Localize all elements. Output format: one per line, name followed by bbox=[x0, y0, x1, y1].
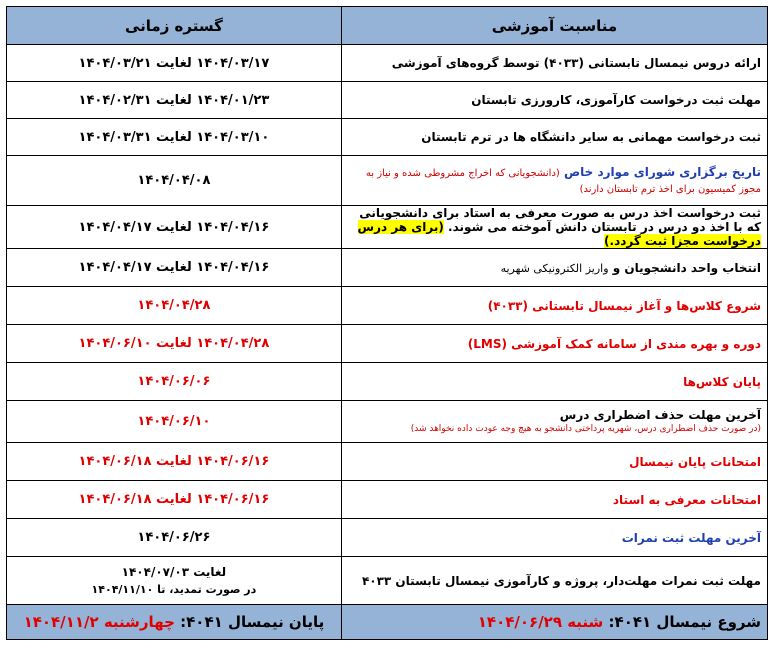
event-cell bbox=[341, 401, 767, 443]
semester-start-date: شنبه ۱۴۰۴/۰۶/۲۹ bbox=[477, 613, 604, 631]
table-row bbox=[7, 325, 768, 363]
header-range: گستره زمانی bbox=[7, 7, 342, 45]
range-cell: ۱۴۰۴/۰۴/۲۸ لغایت ۱۴۰۴/۰۶/۱۰ bbox=[7, 325, 342, 363]
table-row bbox=[7, 156, 768, 206]
semester-start-label: شروع نیمسال ۴۰۴۱: bbox=[608, 613, 761, 631]
event-cell: امتحانات پایان نیمسال bbox=[341, 443, 767, 481]
event-rest: واریز الکترونیکی شهریه bbox=[500, 261, 609, 275]
range-cell: ۱۴۰۴/۰۳/۱۰ لغایت ۱۴۰۴/۰۳/۳۱ bbox=[7, 119, 342, 156]
event-cell: امتحانات معرفی به استاد bbox=[341, 481, 767, 519]
range-cell: ۱۴۰۴/۰۶/۲۶ bbox=[7, 519, 342, 557]
event-title: تاریخ برگزاری شورای موارد خاص bbox=[564, 164, 761, 179]
event-cell bbox=[341, 156, 767, 206]
header-row bbox=[7, 7, 768, 45]
event-cell bbox=[341, 249, 767, 287]
table-row bbox=[7, 82, 768, 119]
footer-row bbox=[7, 605, 768, 640]
range-cell: ۱۴۰۴/۰۴/۱۶ لغایت ۱۴۰۴/۰۴/۱۷ bbox=[7, 249, 342, 287]
range-cell: ۱۴۰۴/۰۶/۱۰ bbox=[7, 401, 342, 443]
event-cell: پایان کلاس‌ها bbox=[341, 363, 767, 401]
event-note: (دانشجویانی که اخراج مشروطی شده و نیاز به مجوز کمیسیون برای اخذ ترم تابستان دارند) bbox=[365, 167, 761, 195]
table-row bbox=[7, 287, 768, 325]
table-row bbox=[7, 119, 768, 156]
event-cell: دوره و بهره مندی از سامانه کمک آموزشی (LMS) bbox=[341, 325, 767, 363]
event-note: (در صورت حذف اضطراری درس، شهریه پرداختی دانشجو به هیچ وجه عودت داده نخواهد شد) bbox=[410, 423, 761, 434]
event-cell: ارائه دروس نیمسال تابستانی (۴۰۳۳) توسط گروه‌های آموزشی bbox=[341, 45, 767, 82]
range-cell: ۱۴۰۴/۰۴/۰۸ bbox=[7, 156, 342, 206]
event-title: آخرین مهلت حذف اضطراری درس bbox=[559, 407, 761, 422]
semester-end-label: پایان نیمسال ۴۰۴۱: bbox=[180, 613, 325, 631]
table-row bbox=[7, 519, 768, 557]
event-cell: آخرین مهلت ثبت نمرات bbox=[341, 519, 767, 557]
table-row bbox=[7, 401, 768, 443]
table-row bbox=[7, 557, 768, 605]
range-line-1: لغایت ۱۴۰۴/۰۷/۰۳ bbox=[121, 564, 227, 579]
range-cell bbox=[7, 557, 342, 605]
range-cell: ۱۴۰۴/۰۳/۱۷ لغایت ۱۴۰۴/۰۳/۲۱ bbox=[7, 45, 342, 82]
event-cell bbox=[341, 206, 767, 249]
table-row bbox=[7, 249, 768, 287]
range-cell: ۱۴۰۴/۰۴/۱۶ لغایت ۱۴۰۴/۰۴/۱۷ bbox=[7, 206, 342, 249]
range-cell: ۱۴۰۴/۰۴/۲۸ bbox=[7, 287, 342, 325]
event-cell: ثبت درخواست مهمانی به سایر دانشگاه ها در ترم تابستان bbox=[341, 119, 767, 156]
header-event: مناسبت آموزشی bbox=[341, 7, 767, 45]
range-cell: ۱۴۰۴/۰۱/۲۳ لغایت ۱۴۰۴/۰۲/۳۱ bbox=[7, 82, 342, 119]
range-line-2: در صورت تمدید، تا ۱۴۰۴/۱۱/۱۰ bbox=[91, 582, 257, 596]
event-cell: مهلت ثبت نمرات مهلت‌دار، پروژه و کارآموزی نیمسال تابستان ۴۰۳۳ bbox=[341, 557, 767, 605]
calendar-table bbox=[6, 6, 768, 640]
event-cell: شروع کلاس‌ها و آغاز نیمسال تابستانی (۴۰۳۳) bbox=[341, 287, 767, 325]
table-row bbox=[7, 443, 768, 481]
event-text: ثبت درخواست اخذ درس به صورت معرفی به استاد برای دانشجویانی که با اخذ دو درس در تابستان دانش آموخته می شوند. bbox=[359, 206, 761, 234]
range-cell: ۱۴۰۴/۰۶/۰۶ bbox=[7, 363, 342, 401]
event-cell: مهلت ثبت درخواست کارآموزی، کارورزی تابستان bbox=[341, 82, 767, 119]
table-row bbox=[7, 206, 768, 249]
range-cell: ۱۴۰۴/۰۶/۱۶ لغایت ۱۴۰۴/۰۶/۱۸ bbox=[7, 443, 342, 481]
table-row bbox=[7, 481, 768, 519]
table-row bbox=[7, 45, 768, 82]
table-row bbox=[7, 363, 768, 401]
semester-start bbox=[341, 605, 767, 640]
range-cell: ۱۴۰۴/۰۶/۱۶ لغایت ۱۴۰۴/۰۶/۱۸ bbox=[7, 481, 342, 519]
academic-calendar bbox=[6, 6, 768, 640]
event-highlight: (برای هر درس درخواست مجزا ثبت گردد.) bbox=[357, 220, 761, 248]
semester-end-date: چهارشنبه ۱۴۰۴/۱۱/۲ bbox=[23, 613, 175, 631]
semester-end bbox=[7, 605, 342, 640]
event-bold: انتخاب واحد دانشجویان و bbox=[612, 260, 761, 275]
